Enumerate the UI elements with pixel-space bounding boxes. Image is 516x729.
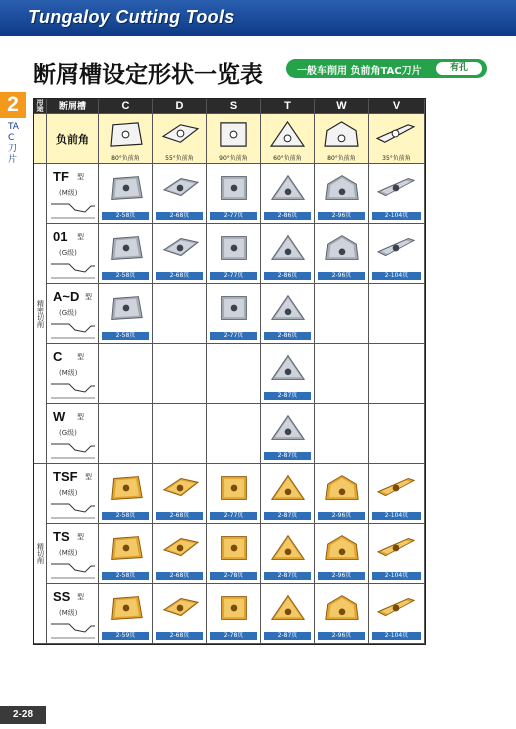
chipbreaker-label-ts: [47, 524, 99, 584]
insert-photo-d-icon: [160, 469, 200, 507]
insert-photo-v-icon: [376, 469, 416, 507]
insert-photo-w-icon: [322, 529, 362, 567]
insert-photo-t-icon: [268, 289, 308, 327]
insert-cell-ss-s[interactable]: [207, 584, 261, 644]
chipbreaker-grade: (M级): [59, 369, 78, 377]
chipbreaker-label-01: [47, 224, 99, 284]
insert-cell-ss-w[interactable]: [315, 584, 369, 644]
shape-cell-d: [153, 114, 207, 164]
insert-cell-01-s[interactable]: [207, 224, 261, 284]
chipbreaker-name: W: [53, 409, 66, 424]
category-badge: [286, 59, 487, 78]
page-reference-tag[interactable]: 2-68页: [156, 272, 203, 280]
page-reference-tag[interactable]: 2-96页: [318, 632, 365, 640]
chipbreaker-profile-icon: [51, 378, 95, 400]
chipbreaker-grade: (M级): [59, 189, 78, 197]
insert-photo-w-icon: [322, 469, 362, 507]
page-reference-tag[interactable]: 2-87页: [264, 572, 311, 580]
top-banner: [0, 0, 516, 36]
chipbreaker-suffix: 型: [77, 593, 84, 601]
insert-shape-t-icon: [267, 119, 308, 150]
empty-cell: [315, 404, 369, 464]
insert-cell-tf-s[interactable]: [207, 164, 261, 224]
insert-photo-v-icon: [376, 229, 416, 267]
chipbreaker-label-a-d: [47, 284, 99, 344]
insert-cell-tsf-s[interactable]: [207, 464, 261, 524]
insert-cell-c-t[interactable]: [261, 344, 315, 404]
empty-cell: [207, 344, 261, 404]
page-reference-tag[interactable]: 2-87页: [264, 392, 311, 400]
page-reference-tag[interactable]: 2-96页: [318, 512, 365, 520]
page-reference-tag[interactable]: 2-96页: [318, 272, 365, 280]
insert-cell-ts-t[interactable]: [261, 524, 315, 584]
insert-cell-tsf-d[interactable]: [153, 464, 207, 524]
shape-caption: 55°负前角: [165, 155, 194, 162]
shape-header-s: S: [207, 99, 261, 114]
insert-photo-d-icon: [160, 229, 200, 267]
shape-caption: 80°负前角: [111, 155, 140, 162]
chipbreaker-grade: (G级): [59, 249, 77, 257]
chipbreaker-grade: (M级): [59, 609, 78, 617]
insert-cell-ss-t[interactable]: [261, 584, 315, 644]
chipbreaker-name: 01: [53, 229, 68, 244]
insert-cell-tf-d[interactable]: [153, 164, 207, 224]
shape-cell-t: [261, 114, 315, 164]
chipbreaker-grade: (G级): [59, 309, 77, 317]
empty-cell: [369, 404, 425, 464]
insert-cell-tsf-t[interactable]: [261, 464, 315, 524]
page-reference-tag[interactable]: 2-58页: [102, 572, 149, 580]
hole-tag: 有孔: [436, 62, 482, 75]
shape-caption: 80°负前角: [327, 155, 356, 162]
chipbreaker-table: [33, 98, 426, 645]
page-reference-tag[interactable]: 2-86页: [264, 332, 311, 340]
insert-cell-ss-v[interactable]: [369, 584, 425, 644]
page-reference-tag[interactable]: 2-104页: [372, 212, 421, 220]
page-reference-tag[interactable]: 2-104页: [372, 272, 421, 280]
insert-photo-d-icon: [160, 169, 200, 207]
insert-cell-tsf-c[interactable]: [99, 464, 153, 524]
insert-cell-a-d-s[interactable]: [207, 284, 261, 344]
page-reference-tag[interactable]: 2-68页: [156, 572, 203, 580]
chipbreaker-suffix: 型: [77, 173, 84, 181]
insert-cell-tf-c[interactable]: [99, 164, 153, 224]
shape-cell-s: [207, 114, 261, 164]
insert-cell-ss-c[interactable]: [99, 584, 153, 644]
chipbreaker-label-tf: [47, 164, 99, 224]
insert-shape-s-icon: [213, 119, 254, 150]
insert-cell-01-d[interactable]: [153, 224, 207, 284]
insert-cell-a-d-t[interactable]: [261, 284, 315, 344]
chipbreaker-name: TS: [53, 529, 70, 544]
insert-cell-ts-w[interactable]: [315, 524, 369, 584]
chipbreaker-suffix: 型: [77, 233, 84, 241]
insert-photo-w-icon: [322, 229, 362, 267]
page-reference-tag[interactable]: 2-68页: [156, 632, 203, 640]
insert-cell-ts-s[interactable]: [207, 524, 261, 584]
page-reference-tag[interactable]: 2-86页: [264, 272, 311, 280]
chipbreaker-suffix: 型: [77, 413, 84, 421]
chapter-number: 2: [0, 92, 26, 118]
page-reference-tag[interactable]: 2-77页: [210, 212, 257, 220]
chipbreaker-suffix: 型: [77, 353, 84, 361]
chipbreaker-profile-icon: [51, 438, 95, 460]
page-reference-tag[interactable]: 2-77页: [210, 272, 257, 280]
insert-photo-t-icon: [268, 469, 308, 507]
insert-photo-s-icon: [214, 289, 254, 327]
insert-photo-s-icon: [214, 229, 254, 267]
insert-cell-tsf-v[interactable]: [369, 464, 425, 524]
page-number: 2-28: [0, 706, 46, 724]
chipbreaker-grade: (M级): [59, 549, 78, 557]
page-reference-tag[interactable]: 2-68页: [156, 512, 203, 520]
chipbreaker-suffix: 型: [85, 293, 92, 301]
page-reference-tag[interactable]: 2-58页: [102, 332, 149, 340]
insert-cell-w-t[interactable]: [261, 404, 315, 464]
chipbreaker-profile-icon: [51, 558, 95, 580]
chipbreaker-label-w: [47, 404, 99, 464]
insert-cell-01-v[interactable]: [369, 224, 425, 284]
insert-shape-v-icon: [375, 119, 416, 150]
insert-photo-s-icon: [214, 169, 254, 207]
shape-cell-v: [369, 114, 425, 164]
insert-cell-tf-v[interactable]: [369, 164, 425, 224]
chipbreaker-label-tsf: [47, 464, 99, 524]
insert-cell-ss-d[interactable]: [153, 584, 207, 644]
chipbreaker-profile-icon: [51, 258, 95, 280]
insert-photo-v-icon: [376, 589, 416, 627]
insert-cell-01-w[interactable]: [315, 224, 369, 284]
empty-cell: [153, 404, 207, 464]
empty-cell: [99, 344, 153, 404]
insert-photo-d-icon: [160, 589, 200, 627]
rake-row-spacer: [34, 114, 47, 164]
chipbreaker-header: 断屑槽: [47, 99, 99, 114]
chipbreaker-name: TF: [53, 169, 69, 184]
shape-caption: 60°负前角: [273, 155, 302, 162]
page-reference-tag[interactable]: 2-87页: [264, 452, 311, 460]
chipbreaker-profile-icon: [51, 318, 95, 340]
page-reference-tag[interactable]: 2-77页: [210, 512, 257, 520]
insert-photo-t-icon: [268, 409, 308, 447]
page-reference-tag[interactable]: 2-96页: [318, 572, 365, 580]
insert-shape-d-icon: [159, 119, 200, 150]
shape-header-d: D: [153, 99, 207, 114]
empty-cell: [153, 344, 207, 404]
page-reference-tag[interactable]: 2-104页: [372, 572, 421, 580]
shape-header-t: T: [261, 99, 315, 114]
insert-photo-t-icon: [268, 169, 308, 207]
insert-cell-ts-v[interactable]: [369, 524, 425, 584]
chipbreaker-name: TSF: [53, 469, 78, 484]
chipbreaker-label-c: [47, 344, 99, 404]
insert-shape-w-icon: [321, 119, 362, 150]
brand-logo-text: Tungaloy Cutting Tools: [28, 7, 235, 27]
empty-cell: [315, 284, 369, 344]
insert-photo-c-icon: [106, 529, 146, 567]
chipbreaker-profile-icon: [51, 618, 95, 640]
insert-cell-01-t[interactable]: [261, 224, 315, 284]
insert-cell-tf-w[interactable]: [315, 164, 369, 224]
chipbreaker-profile-icon: [51, 498, 95, 520]
page-reference-tag[interactable]: 2-78页: [210, 572, 257, 580]
shape-header-w: W: [315, 99, 369, 114]
insert-photo-s-icon: [214, 529, 254, 567]
insert-cell-ts-d[interactable]: [153, 524, 207, 584]
insert-photo-t-icon: [268, 349, 308, 387]
shape-header-v: V: [369, 99, 425, 114]
empty-cell: [369, 344, 425, 404]
shape-caption: 90°负前角: [219, 155, 248, 162]
page-reference-tag[interactable]: 2-86页: [264, 212, 311, 220]
insert-cell-a-d-c[interactable]: [99, 284, 153, 344]
page-reference-tag[interactable]: 2-96页: [318, 212, 365, 220]
insert-photo-w-icon: [322, 589, 362, 627]
chipbreaker-profile-icon: [51, 198, 95, 220]
empty-cell: [207, 404, 261, 464]
insert-photo-t-icon: [268, 229, 308, 267]
shape-header-c: C: [99, 99, 153, 114]
insert-photo-t-icon: [268, 589, 308, 627]
chipbreaker-suffix: 型: [85, 473, 92, 481]
chipbreaker-name: C: [53, 349, 63, 364]
chipbreaker-grade: (G级): [59, 429, 77, 437]
empty-cell: [315, 344, 369, 404]
page-reference-tag[interactable]: 2-104页: [372, 512, 421, 520]
insert-cell-tsf-w[interactable]: [315, 464, 369, 524]
rake-angle-label: 负前角: [47, 114, 99, 164]
shape-cell-w: [315, 114, 369, 164]
page-reference-tag[interactable]: 2-87页: [264, 632, 311, 640]
chipbreaker-grade: (M级): [59, 489, 78, 497]
insert-cell-tf-t[interactable]: [261, 164, 315, 224]
insert-photo-v-icon: [376, 529, 416, 567]
page-reference-tag[interactable]: 2-58页: [102, 212, 149, 220]
insert-photo-c-icon: [106, 169, 146, 207]
page-title: 断屑槽设定形状一览表: [33, 62, 263, 88]
chipbreaker-label-ss: [47, 584, 99, 644]
chipbreaker-name: A~D: [53, 289, 80, 304]
chapter-label: TAC刀片: [8, 122, 19, 165]
page-reference-tag[interactable]: 2-58页: [102, 512, 149, 520]
insert-photo-t-icon: [268, 529, 308, 567]
insert-photo-d-icon: [160, 529, 200, 567]
insert-photo-c-icon: [106, 289, 146, 327]
empty-cell: [369, 284, 425, 344]
insert-photo-c-icon: [106, 469, 146, 507]
usage-header: 用途: [34, 99, 47, 114]
category-badge-text: 一般车削用 负前角TAC刀片: [297, 66, 422, 77]
empty-cell: [99, 404, 153, 464]
page-reference-tag[interactable]: 2-68页: [156, 212, 203, 220]
insert-photo-v-icon: [376, 169, 416, 207]
insert-photo-s-icon: [214, 589, 254, 627]
page-reference-tag[interactable]: 2-77页: [210, 332, 257, 340]
page-reference-tag[interactable]: 2-78页: [210, 632, 257, 640]
page-reference-tag[interactable]: 2-87页: [264, 512, 311, 520]
page-reference-tag[interactable]: 2-58页: [102, 272, 149, 280]
page-reference-tag[interactable]: 2-59页: [102, 632, 149, 640]
insert-shape-c-icon: [105, 119, 146, 150]
category-cell: 精切削: [34, 464, 47, 644]
insert-photo-c-icon: [106, 229, 146, 267]
shape-caption: 35°负前角: [382, 155, 411, 162]
chipbreaker-suffix: 型: [77, 533, 84, 541]
insert-photo-w-icon: [322, 169, 362, 207]
insert-cell-ts-c[interactable]: [99, 524, 153, 584]
page-reference-tag[interactable]: 2-104页: [372, 632, 421, 640]
insert-cell-01-c[interactable]: [99, 224, 153, 284]
insert-photo-c-icon: [106, 589, 146, 627]
insert-photo-s-icon: [214, 469, 254, 507]
chipbreaker-name: SS: [53, 589, 71, 604]
category-cell: 精密切削: [34, 164, 47, 464]
empty-cell: [153, 284, 207, 344]
shape-cell-c: [99, 114, 153, 164]
